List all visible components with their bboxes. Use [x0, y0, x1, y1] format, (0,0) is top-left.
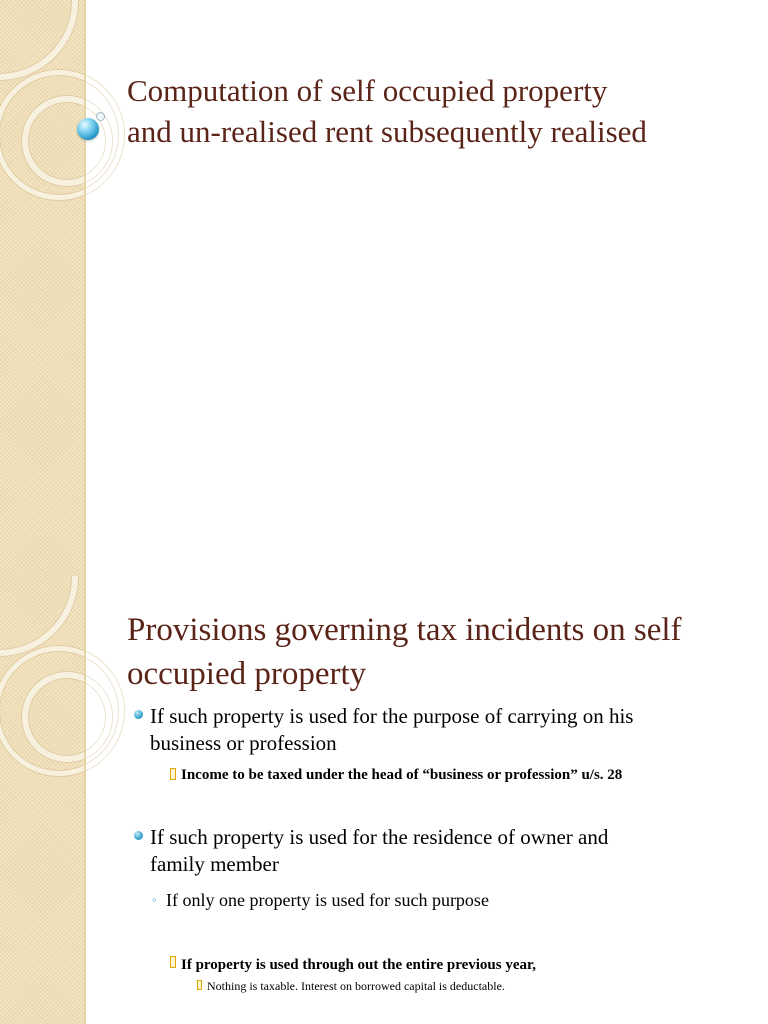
- square-bullet-icon: [170, 768, 176, 780]
- blue-orb-icon: [77, 118, 99, 140]
- slide-1-title-line-2: and un-realised rent subsequently realised: [127, 114, 647, 149]
- bullet-2-subsub: If property is used through out the entire previous year,: [181, 957, 537, 973]
- bullet-2: [150, 824, 740, 878]
- decorative-side-band: [0, 0, 86, 576]
- bullet-2-line-1: If such property is used for the residence of owner and: [150, 825, 609, 849]
- square-bullet-icon: [197, 980, 202, 990]
- circle-bullet-icon: [134, 831, 143, 840]
- decorative-ring: [22, 96, 112, 186]
- slide-1-title: [127, 70, 747, 152]
- decorative-ring: [0, 0, 78, 80]
- decorative-side-band: [0, 576, 86, 1024]
- square-bullet-icon: [170, 956, 176, 968]
- slide-2-title-line-1: Provisions governing tax incidents on self: [127, 612, 682, 648]
- decorative-ring: [22, 672, 112, 762]
- decorative-ring: [0, 576, 78, 656]
- slide-2: [0, 576, 768, 1024]
- slide-1-title-line-1: Computation of self occupied property: [127, 73, 608, 108]
- band-edge: [84, 576, 86, 1024]
- slide-2-title: [127, 608, 752, 696]
- bullet-1-line-1: If such property is used for the purpose of carrying on his: [150, 704, 634, 728]
- bullet-2-subsubsub: Nothing is taxable. Interest on borrowed capital is deductable.: [207, 979, 505, 993]
- ring-bullet-icon: ◦: [152, 892, 157, 907]
- bullet-1-sub: Income to be taxed under the head of “business or profession” u/s. 28: [181, 767, 623, 783]
- bullet-1-line-2: business or profession: [150, 731, 337, 755]
- small-orb-icon: [96, 112, 105, 121]
- band-edge: [84, 0, 86, 576]
- slide-2-title-line-2: occupied property: [127, 656, 367, 692]
- bullet-1: [150, 703, 740, 757]
- bullet-2-line-2: family member: [150, 852, 279, 876]
- bullet-2-sub: If only one property is used for such purpose: [166, 890, 489, 910]
- circle-bullet-icon: [134, 710, 143, 719]
